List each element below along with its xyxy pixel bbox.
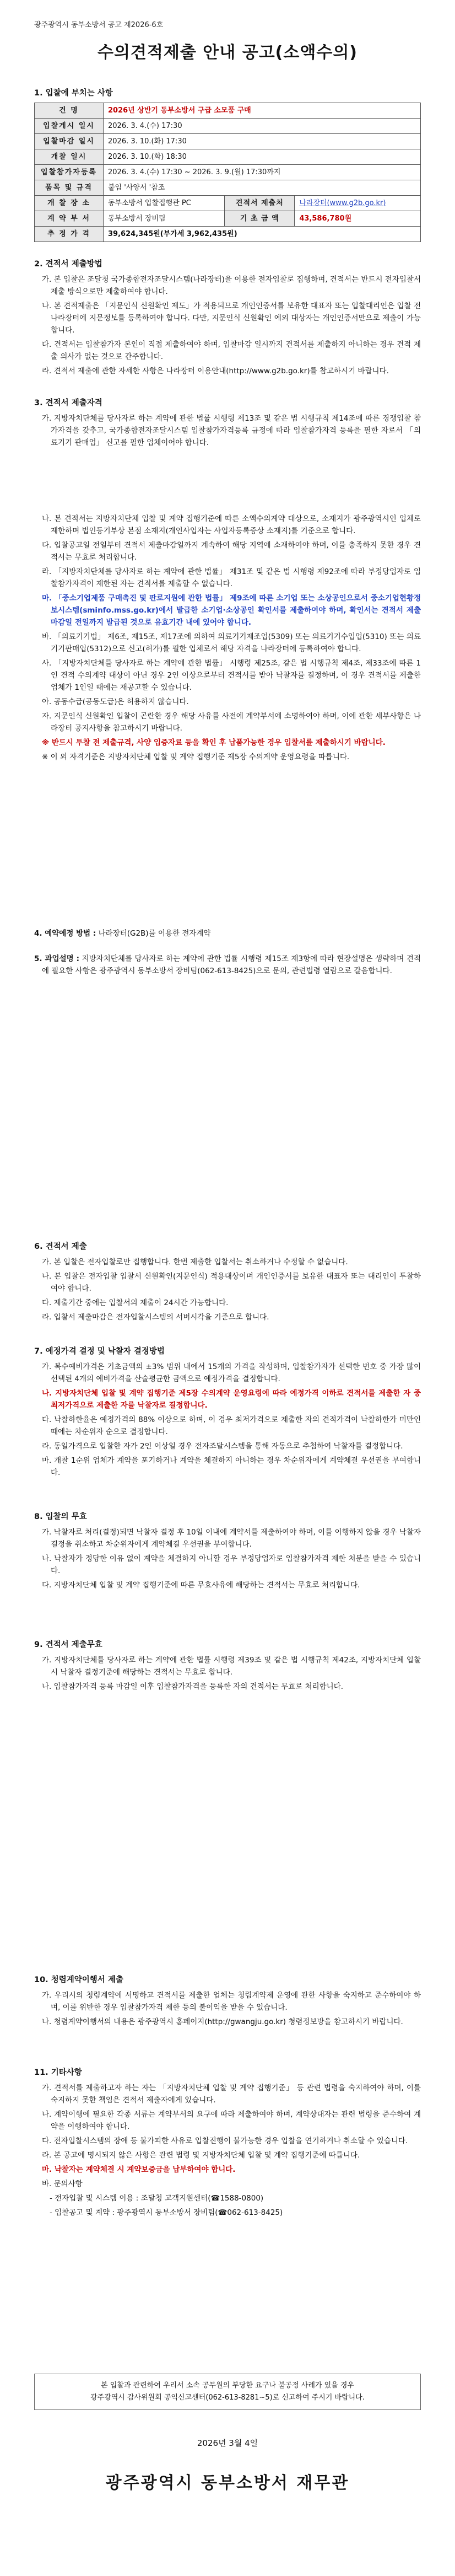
paragraph: 마. 「중소기업제품 구매촉진 및 판로지원에 관한 법률」 제9조에 따른 소기업 또는 소상공인으로서 중소기업현황정보시스템(sminfo.mss.go.kr)에서 발급한 소기업·소상공인 확인서를 제출하여야 하며, 확인서는 견적서 제출마감일 전일까지 발급된 것으로 유효기간 내에 있어야 합니다. xyxy=(42,594,421,627)
section-title: 11. 기타사항 xyxy=(34,2068,82,2077)
paragraph: 가. 우리시의 청렴계약에 서명하고 견적서를 제출한 업체는 청렴계약제 운영에 관한 사항을 숙지하고 준수하여야 하며, 이를 위반한 경우 입찰참가자격 제한 등의 불이익을 받을 수 있습니다. xyxy=(42,1991,421,2012)
paragraph: 다. 제출기간 중에는 입찰서의 제출이 24시간 가능합니다. xyxy=(42,1298,229,1307)
label-cell: 개찰 일시 xyxy=(35,149,104,165)
issuing-organization: 광주광역시 동부소방서 재무관 xyxy=(105,2473,350,2493)
label-cell: 입찰마감 일시 xyxy=(35,134,104,149)
section-qualification-continued xyxy=(34,513,421,765)
table-row xyxy=(35,103,421,119)
paragraph: 나. 지방자치단체 입찰 및 계약 집행기준 제5장 수의계약 운영요령에 따라 예정가격 이하로 견적서를 제출한 자 중 최저가격으로 제출한 자를 낙찰자로 결정합니다. xyxy=(42,1389,421,1410)
table-row xyxy=(35,180,421,196)
paragraph: 나. 본 견적서는 지방자치단체 입찰 및 계약 집행기준에 따른 소액수의계약 대상으로, 소재지가 광주광역시인 업체로 제한하며 법인등기부상 본점 소재지(개인사업자는 사업자등록증상 소재지)를 기준으로 합니다. xyxy=(42,514,421,535)
paragraph: 라. 견적서 제출에 관한 자세한 사항은 나라장터 이용안내(http://www.g2b.go.kr)를 참고하시기 바랍니다. xyxy=(42,367,389,375)
submission-link[interactable]: 나라장터(www.g2b.go.kr) xyxy=(295,196,421,211)
label-cell: 견적서 제출처 xyxy=(225,196,295,211)
paragraph: 나. 낙찰자가 정당한 이유 없이 계약을 체결하지 아니할 경우 부정당업자로 입찰참가자격 제한 처분을 받을 수 있습니다. xyxy=(42,1554,421,1575)
table-row xyxy=(35,196,421,211)
section-other xyxy=(34,2067,421,2221)
paragraph: 나. 본 입찰은 전자입찰 입찰서 신원확인(지문인식) 적용대상이며 개인인증서를 보유한 대표자 또는 대리인이 투찰하여야 합니다. xyxy=(42,1272,421,1293)
paragraph: 나. 입찰참가자격 등록 마감일 이후 입찰참가자격을 등록한 자의 견적서는 무효로 처리합니다. xyxy=(42,1682,344,1691)
value-cell: 2026. 3. 4.(수) 17:30 ~ 2026. 3. 9.(월) 17:30까지 xyxy=(104,165,421,180)
paragraph: 다. 입찰공고일 전일부터 견적서 제출마감일까지 계속하여 해당 지역에 소재하여야 하며, 이를 충족하지 못한 경우 견적서는 무효로 처리합니다. xyxy=(42,541,421,562)
section-title: 7. 예정가격 결정 및 낙찰자 결정방법 xyxy=(34,1347,165,1356)
table-row xyxy=(35,211,421,227)
label-cell: 계 약 부 서 xyxy=(35,211,104,227)
label-cell: 추 정 가 격 xyxy=(35,227,104,242)
section-invalid-bid xyxy=(34,1511,421,1593)
paragraph: 나. 청렴계약이행서의 내용은 광주광역시 홈페이지(http://gwangju.go.kr) 청렴정보방을 참고하시기 바랍니다. xyxy=(42,2017,403,2026)
label-cell: 입찰게시 일시 xyxy=(35,119,104,134)
table-row xyxy=(35,227,421,242)
section-price-decision xyxy=(34,1345,421,1481)
paragraph: 가. 지방자치단체를 당사자로 하는 계약에 관한 법률 시행령 제39조 및 같은 법 시행규칙 제42조, 지방자치단체 입찰시 낙찰자 결정기준에 해당하는 견적서는 무효로 합니다. xyxy=(42,1656,421,1677)
table-row xyxy=(35,149,421,165)
paragraph: 자. 지문인식 신원확인 입찰이 곤란한 경우 해당 사유를 사전에 계약부서에 소명하여야 하며, 이에 관한 세부사항은 나라장터 공지사항을 참고하시기 바랍니다. xyxy=(42,712,421,733)
paragraph: 다. 전자입찰시스템의 장애 등 불가피한 사유로 입찰진행이 불가능한 경우 입찰을 연기하거나 취소할 수 있습니다. xyxy=(42,2137,408,2145)
value-cell: 39,624,345원(부가세 3,962,435원) xyxy=(104,227,421,242)
section-title: 3. 견적서 제출자격 xyxy=(34,399,102,407)
table-row xyxy=(35,119,421,134)
section-title: 5. 과업설명 : xyxy=(34,954,80,963)
paragraph: 가. 복수예비가격은 기초금액의 ±3% 범위 내에서 15개의 가격을 작성하며, 입찰참가자가 선택한 번호 중 가장 많이 선택된 4개의 예비가격을 산술평균한 금액으로 예정가격을 결정합니다. xyxy=(42,1362,421,1383)
paragraph: 가. 낙찰자로 처리(결정)되면 낙찰자 결정 후 10일 이내에 계약서를 제출하여야 하며, 이를 이행하지 않을 경우 낙찰자 결정을 취소하고 차순위자에게 계약체결 우선권을 부여합니다. xyxy=(42,1528,421,1549)
section-bid-submission xyxy=(34,1241,421,1325)
value-cell: 2026년 상반기 동부소방서 구급 소모품 구매 xyxy=(104,103,421,119)
contact-line: - 전자입찰 및 시스템 이용 : 조달청 고객지원센터(☎1588-0800) xyxy=(50,2194,264,2203)
paragraph: 나. 계약이행에 필요한 각종 서류는 계약부서의 요구에 따라 제출하여야 하며, 계약상대자는 관련 법령을 준수하여 계약을 이행하여야 합니다. xyxy=(42,2110,421,2131)
paragraph: 아. 공동수급(공동도급)은 허용하지 않습니다. xyxy=(42,697,189,706)
paragraph: 바. 문의사항 xyxy=(42,2180,83,2188)
paragraph: ※ 반드시 투찰 전 제출규격, 사양 입증자료 등을 확인 후 납품가능한 경우 입찰서를 제출하시기 바랍니다. xyxy=(42,738,386,747)
value-cell: 동부소방서 입찰집행관 PC xyxy=(104,196,225,211)
paragraph: 다. 지방자치단체 입찰 및 계약 집행기준에 따른 무효사유에 해당하는 견적서는 무효로 처리합니다. xyxy=(42,1581,360,1590)
section-briefing xyxy=(34,953,421,977)
section-body: 지방자치단체를 당사자로 하는 계약에 관한 법률 시행령 제15조 제3항에 따라 현장설명은 생략하며 견적에 필요한 사항은 광주광역시 동부소방서 장비팀(062-613-8425)으로 문의, 관련법령 열람으로 갈음합니다. xyxy=(42,954,421,975)
paragraph: 사. 「지방자치단체를 당사자로 하는 계약에 관한 법률」 시행령 제25조, 같은 법 시행규칙 제4조, 제33조에 따른 1인 견적 수의계약 대상이 아닌 경우 2인 이상으로부터 견적서를 받아 낙찰자를 결정하며, 이 경우 견적서를 제출한 업체가 1인일 때에는 재공고할 수 있습니다. xyxy=(42,659,421,692)
paragraph: 마. 개찰 1순위 업체가 계약을 포기하거나 계약을 체결하지 아니하는 경우 차순위자에게 계약체결 우선권을 부여합니다. xyxy=(42,1456,421,1477)
section-qualification xyxy=(34,397,421,451)
label-cell: 품목 및 규격 xyxy=(35,180,104,196)
section-invalid-quote xyxy=(34,1639,421,1695)
overview-table xyxy=(34,103,421,242)
report-notice-line: 광주광역시 감사위원회 공익신고센터(062-613-8281~5)로 신고하여 주시기 바랍니다. xyxy=(90,2393,365,2402)
value-cell: 2026. 3. 4.(수) 17:30 xyxy=(104,119,421,134)
label-cell: 입찰참가자등록 xyxy=(35,165,104,180)
section-title: 9. 견적서 제출무효 xyxy=(34,1640,102,1649)
briefing-paragraph xyxy=(34,953,421,977)
section-contract-method xyxy=(34,927,421,940)
page-title: 수의견적제출 안내 공고(소액수의) xyxy=(97,43,358,62)
section-overview xyxy=(34,87,421,242)
value-cell: 붙임 '사양서 '참조 xyxy=(104,180,421,196)
report-notice-line: 본 입찰과 관련하여 우리서 소속 공무원의 부당한 요구나 불공정 사례가 있을 경우 xyxy=(101,2381,354,2390)
section-title: 8. 입찰의 무효 xyxy=(34,1512,87,1521)
report-notice-box xyxy=(34,2374,421,2410)
paragraph: 라. 입찰서 제출마감은 전자입찰시스템의 서버시각을 기준으로 합니다. xyxy=(42,1313,269,1322)
paragraph: 마. 낙찰자는 계약체결 시 계약보증금을 납부하여야 합니다. xyxy=(42,2165,236,2174)
paragraph: 다. 낙찰하한율은 예정가격의 88% 이상으로 하며, 이 경우 최저가격으로 제출한 자의 견적가격이 낙찰하한가 미만인 때에는 차순위자 순으로 결정합니다. xyxy=(42,1415,421,1436)
paragraph: 가. 견적서를 제출하고자 하는 자는 「지방자치단체 입찰 및 계약 집행기준」 등 관련 법령을 숙지하여야 하며, 이를 숙지하지 못한 책임은 견적서 제출자에게 있습니다. xyxy=(42,2084,421,2105)
paragraph: 가. 본 입찰은 조달청 국가종합전자조달시스템(나라장터)을 이용한 전자입찰로 집행하며, 견적서는 반드시 전자입찰서 제출 방식으로만 제출하여야 합니다. xyxy=(42,275,421,296)
section-title: 2. 견적서 제출방법 xyxy=(34,260,102,269)
notice-date: 2026년 3월 4일 xyxy=(197,2438,258,2448)
section-title: 10. 청렴계약이행서 제출 xyxy=(34,1976,123,1984)
notice-number: 광주광역시 동부소방서 공고 제2026-6호 xyxy=(34,21,164,29)
paragraph: ※ 이 외 자격기준은 지방자치단체 입찰 및 계약 집행기준 제5장 수의계약 운영요령을 따릅니다. xyxy=(42,753,350,761)
contact-line: - 입찰공고 및 계약 : 광주광역시 동부소방서 장비팀(☎062-613-8425) xyxy=(50,2208,283,2217)
value-cell: 2026. 3. 10.(화) 17:30 xyxy=(104,134,421,149)
value-cell: 2026. 3. 10.(화) 18:30 xyxy=(104,149,421,165)
paragraph: 라. 본 공고에 명시되지 않은 사항은 관련 법령 및 지방자치단체 입찰 및 계약 집행기준에 따릅니다. xyxy=(42,2151,360,2160)
section-title: 4. 예약에정 방법 : xyxy=(34,929,96,938)
section-title: 6. 견적서 제출 xyxy=(34,1242,87,1251)
label-cell: 개 찰 장 소 xyxy=(35,196,104,211)
paragraph: 라. 동일가격으로 입찰한 자가 2인 이상일 경우 전자조달시스템을 통해 자동으로 추첨하여 낙찰자를 결정합니다. xyxy=(42,1442,403,1451)
label-cell: 건 명 xyxy=(35,103,104,119)
value-cell: 43,586,780원 xyxy=(295,211,421,227)
table-row xyxy=(35,134,421,149)
value-cell: 동부소방서 장비팀 xyxy=(104,211,225,227)
section-integrity-contract xyxy=(34,1974,421,2030)
paragraph: 가. 지방자치단체를 당사자로 하는 계약에 관한 법률 시행령 제13조 및 같은 법 시행규칙 제14조에 따른 경쟁입찰 참가자격을 갖추고, 국가종합전자조달시스템 입찰참가자격등록 규정에 따라 입찰참가자격 등록을 필한 자로서 「의료기기 판매업」 신고를 필한 업체이어야 합니다. xyxy=(42,414,421,447)
section-submission-method xyxy=(34,258,421,379)
label-cell: 기 초 금 액 xyxy=(225,211,295,227)
paragraph: 다. 견적서는 입찰참가자 본인이 직접 제출하여야 하며, 입찰마감 일시까지 견적서를 제출하지 아니하는 경우 견적 제출 의사가 없는 것으로 간주합니다. xyxy=(42,340,421,361)
section-body: 나라장터(G2B)를 이용한 전자계약 xyxy=(98,929,211,938)
paragraph: 나. 본 견적제출은 「지문인식 신원확인 제도」가 적용되므로 개인인증서를 보유한 대표자 또는 입찰대리인은 입찰 전 나라장터에 지문정보를 등록하여야 합니다. 다만, 지문인식 신원확인 예외 대상자는 개인인증서만으로 제출이 가능합니다. xyxy=(42,302,421,335)
paragraph: 바. 「의료기기법」 제6조, 제15조, 제17조에 의하여 의료기기제조업(5309) 또는 의료기기수입업(5310) 또는 의료기기판매업(5312)으로 신고(허가)를 필한 업체로서 해당 자격을 나라장터에 등록하여야 합니다. xyxy=(42,632,421,653)
section-title: 1. 입찰에 부치는 사항 xyxy=(34,89,113,98)
paragraph: 가. 본 입찰은 전자입찰로만 집행합니다. 한번 제출한 입찰서는 취소하거나 수정할 수 없습니다. xyxy=(42,1258,348,1266)
table-row xyxy=(35,165,421,180)
paragraph: 라. 「지방자치단체를 당사자로 하는 계약에 관한 법률」 제31조 및 같은 법 시행령 제92조에 따라 부정당업자로 입찰참가자격이 제한된 자는 견적서를 제출할 수 없습니다. xyxy=(42,567,421,588)
